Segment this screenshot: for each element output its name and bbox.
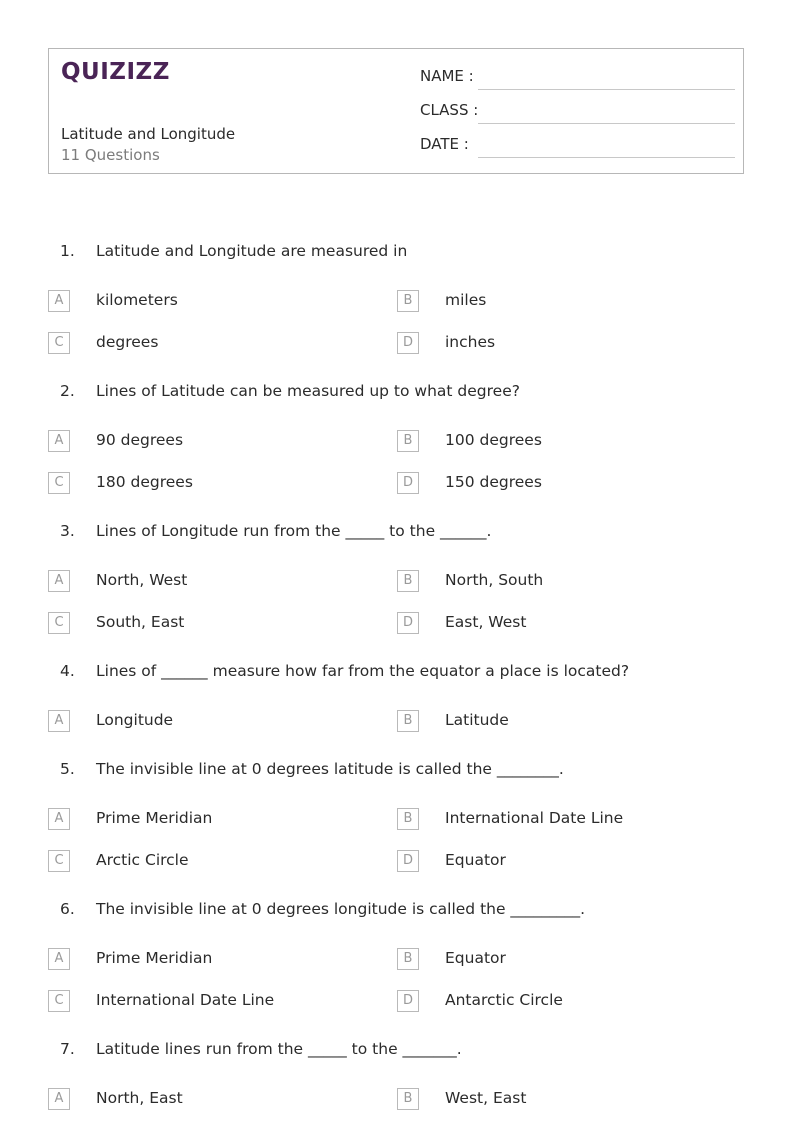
option-letter-box: B: [397, 808, 419, 830]
name-field[interactable]: [420, 67, 735, 91]
question-number: 7.: [60, 1040, 75, 1058]
option-text: West, East: [445, 1089, 527, 1107]
option-letter-box: D: [397, 850, 419, 872]
option-text: Longitude: [96, 711, 174, 729]
option-letter-box: D: [397, 612, 419, 634]
option-letter-box: B: [397, 1088, 419, 1110]
option-letter-box: C: [48, 612, 70, 634]
class-field[interactable]: [420, 101, 735, 125]
worksheet-title: Latitude and Longitude: [61, 125, 236, 143]
option-text: Equator: [445, 949, 506, 967]
option-letter-box: A: [48, 710, 70, 732]
option-text: Latitude: [445, 711, 509, 729]
option-text: East, West: [445, 613, 527, 631]
option-text: International Date Line: [96, 991, 275, 1009]
option-letter-box: D: [397, 472, 419, 494]
question-count: 11 Questions: [61, 146, 160, 164]
question-text: Lines of Longitude run from the _____ to the ______.: [96, 522, 492, 540]
name-label: NAME :: [420, 67, 474, 85]
quizizz-logo: QUIZIZZ: [61, 59, 170, 85]
option-letter-box: B: [397, 948, 419, 970]
option-letter-box: A: [48, 570, 70, 592]
option-text: Antarctic Circle: [445, 991, 563, 1009]
option-text: International Date Line: [445, 809, 624, 827]
question-number: 6.: [60, 900, 75, 918]
question-text: The invisible line at 0 degrees longitude is called the _________.: [96, 900, 586, 918]
option-text: North, South: [445, 571, 544, 589]
option-text: miles: [445, 291, 487, 309]
option-text: 180 degrees: [96, 473, 193, 491]
class-line[interactable]: [478, 123, 735, 124]
date-field[interactable]: [420, 135, 735, 159]
question-number: 2.: [60, 382, 75, 400]
option-letter-box: B: [397, 430, 419, 452]
date-line[interactable]: [478, 157, 735, 158]
name-line[interactable]: [478, 89, 735, 90]
option-text: Equator: [445, 851, 506, 869]
option-letter-box: C: [48, 990, 70, 1012]
option-letter-box: A: [48, 290, 70, 312]
option-letter-box: C: [48, 850, 70, 872]
option-text: 100 degrees: [445, 431, 542, 449]
option-text: North, East: [96, 1089, 183, 1107]
question-number: 1.: [60, 242, 75, 260]
option-letter-box: D: [397, 332, 419, 354]
option-text: North, West: [96, 571, 188, 589]
question-text: Latitude lines run from the _____ to the _______.: [96, 1040, 462, 1058]
question-number: 3.: [60, 522, 75, 540]
option-letter-box: C: [48, 332, 70, 354]
class-label: CLASS :: [420, 101, 479, 119]
option-letter-box: B: [397, 290, 419, 312]
option-letter-box: A: [48, 430, 70, 452]
question-number: 5.: [60, 760, 75, 778]
date-label: DATE :: [420, 135, 469, 153]
option-letter-box: B: [397, 570, 419, 592]
option-letter-box: C: [48, 472, 70, 494]
option-letter-box: A: [48, 1088, 70, 1110]
option-letter-box: A: [48, 808, 70, 830]
option-text: inches: [445, 333, 496, 351]
question-text: Lines of ______ measure how far from the equator a place is located?: [96, 662, 630, 680]
option-text: 150 degrees: [445, 473, 542, 491]
option-letter-box: D: [397, 990, 419, 1012]
question-text: Latitude and Longitude are measured in: [96, 242, 408, 260]
option-text: Prime Meridian: [96, 809, 213, 827]
option-text: South, East: [96, 613, 185, 631]
option-text: Arctic Circle: [96, 851, 189, 869]
option-text: Prime Meridian: [96, 949, 213, 967]
option-text: degrees: [96, 333, 159, 351]
question-text: Lines of Latitude can be measured up to what degree?: [96, 382, 520, 400]
option-letter-box: B: [397, 710, 419, 732]
option-letter-box: A: [48, 948, 70, 970]
option-text: kilometers: [96, 291, 178, 309]
worksheet-header: [48, 48, 744, 174]
option-text: 90 degrees: [96, 431, 184, 449]
question-number: 4.: [60, 662, 75, 680]
question-text: The invisible line at 0 degrees latitude is called the ________.: [96, 760, 564, 778]
